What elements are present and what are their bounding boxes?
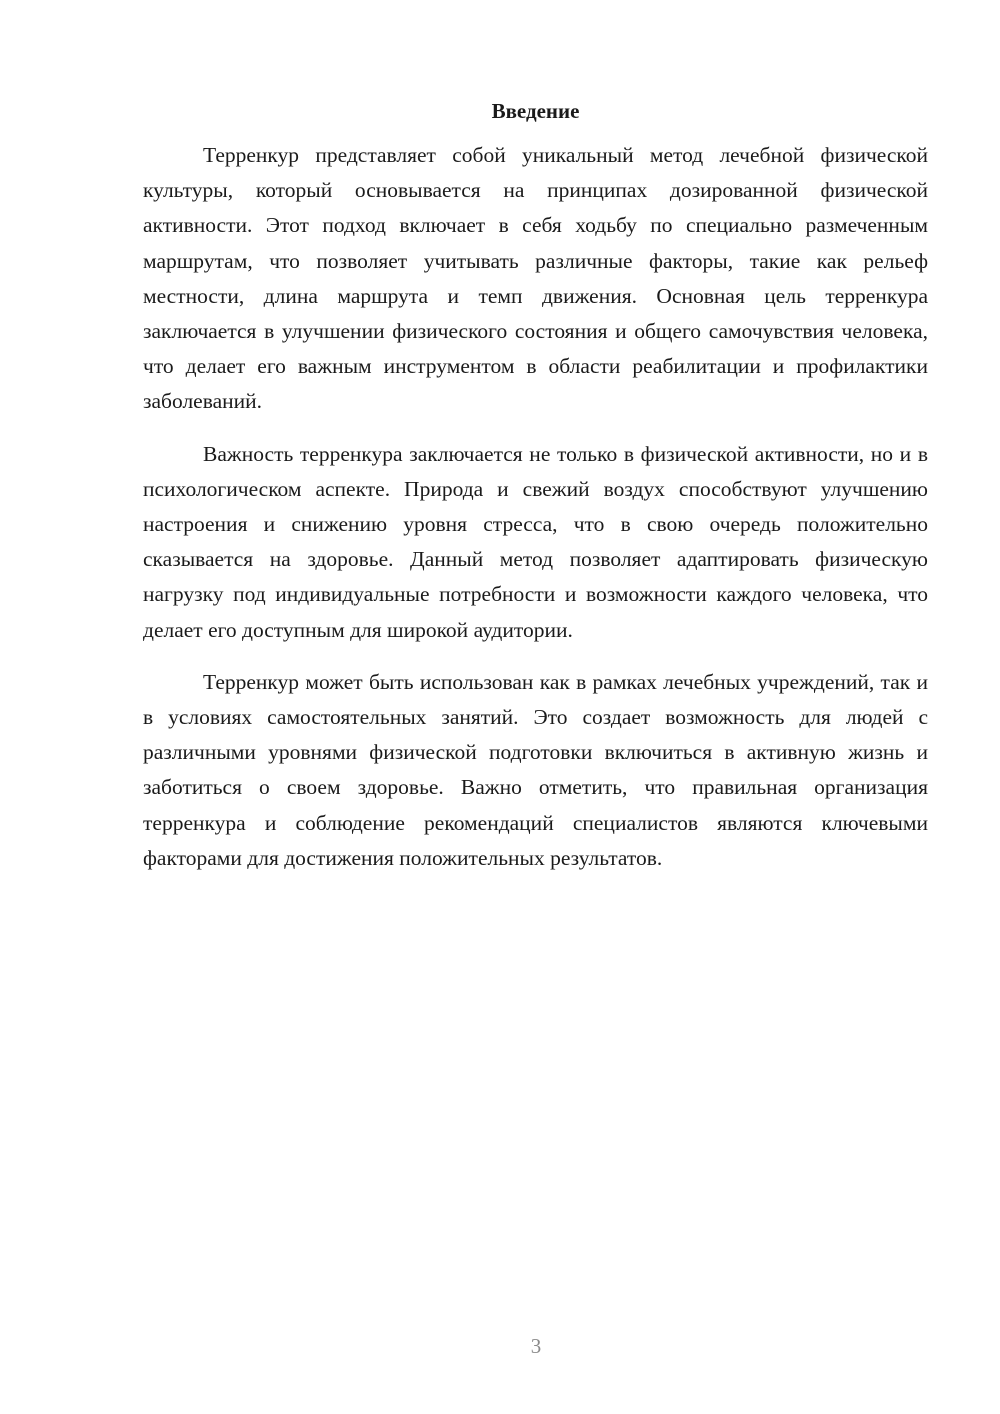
- page-number: 3: [530, 1334, 542, 1358]
- section-heading: Введение: [491, 99, 580, 123]
- paragraph-importance: Важность терренкура заключается не только в физической активности, но и в психологическом аспекте. Природа и свежий воздух способствуют улучшению настроения и снижению уровня стресса, что в свою очередь положительно сказывается на здоровье. Данный метод позволяет адаптировать физическую нагрузку под индивидуальные потребности и возможности каждого человека, что делает его доступным для широкой аудитории.: [143, 441, 928, 642]
- page-content: [143, 96, 928, 893]
- paragraph-intro: Терренкур представляет собой уникальный метод лечебной физической культуры, который основывается на принципах дозированной физической активности. Этот подход включает в себя ходьбу по специально размеченным маршрутам, что позволяет учитывать различные факторы, такие как рельеф местности, длина маршрута и темп движения. Основная цель терренкура заключается в улучшении физического состояния и общего самочувствия человека, что делает его важным инструментом в области реабилитации и профилактики заболеваний.: [143, 143, 928, 414]
- paragraph-usage: Терренкур может быть использован как в рамках лечебных учреждений, так и в условиях самостоятельных занятий. Это создает возможность для людей с различными уровнями физической подготовки включиться в активную жизнь и заботиться о своем здоровье. Важно отметить, что правильная организация терренкура и соблюдение рекомендаций специалистов являются ключевыми факторами для достижения положительных результатов.: [143, 669, 928, 870]
